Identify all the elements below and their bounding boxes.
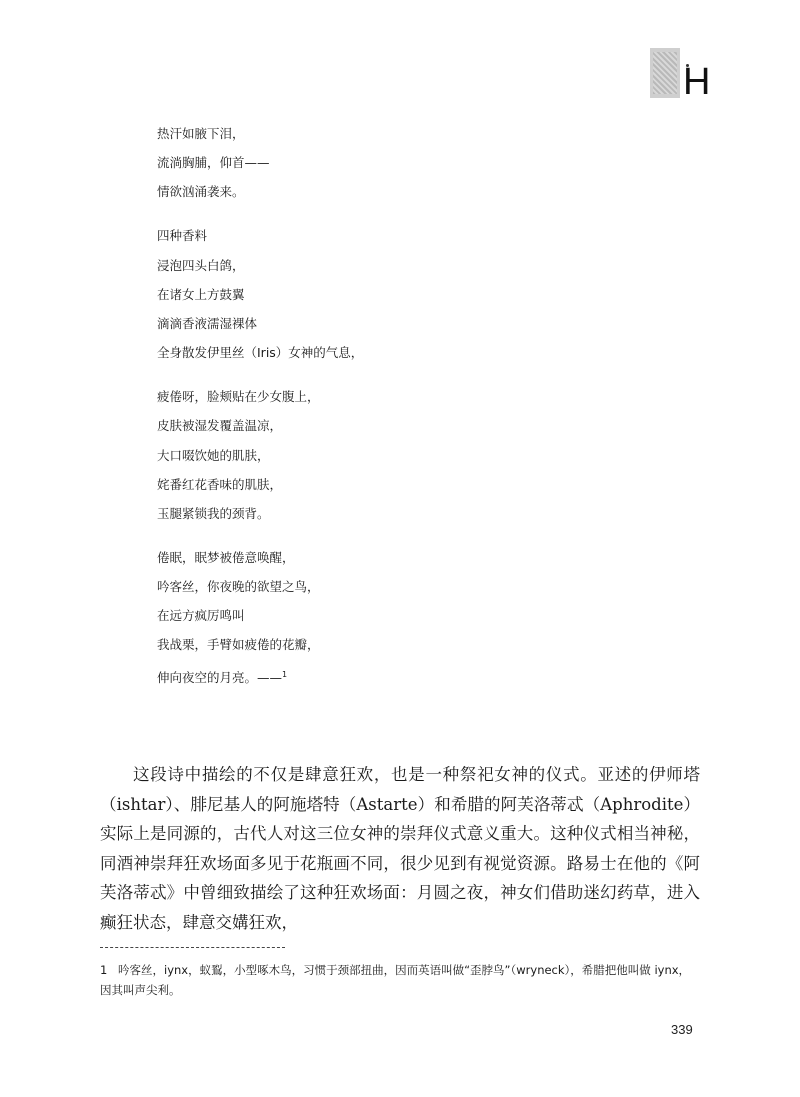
footnote-ref: 1 [282,669,288,679]
poem-line: 倦眠，眠梦被倦意唤醒， [157,549,295,565]
poem-line: 疲倦呀，脸颊贴在少女腹上， [157,389,320,405]
poem-stanza-2 [157,228,557,360]
poem-line: 我战栗，手臂如疲倦的花瓣， [157,637,320,653]
paragraph: 这段诗中描绘的不仅是肆意狂欢，也是一种祭祀女神的仪式。亚述的伊师塔（ishtar）、腓尼基人的阿施塔特（Astarte）和希腊的阿芙洛蒂忒（Aphrodite）实际上是同源的，古代人对这三位女神的崇拜仪式意义重大。这种仪式相当神秘，同酒神崇拜狂欢场面多见于花瓶画不同，很少见到有视觉资源。路易士在他的《阿芙洛蒂忒》中曾细致描绘了这种狂欢场面：月圆之夜，神女们借助迷幻药草，进入癫狂状态，肆意交媾狂欢， [100,765,700,932]
poem-line-text: 伸向夜空的月亮。—— [157,669,283,685]
poem-line: 玉腿紧锁我的颈背。 [157,505,270,521]
poem-line: 在诸女上方鼓翼 [157,286,245,302]
poem [157,126,557,711]
poem-line: 大口啜饮她的肌肤， [157,447,270,463]
poem-line: 情欲汹涌袭来。 [157,184,245,200]
poem-line: 四种香料 [157,228,208,244]
poem-stanza-3 [157,389,557,521]
poem-stanza-1 [157,126,557,199]
body-text [100,760,700,937]
footnote [100,960,700,1000]
poem-line-last [157,667,557,685]
section-tab-image [653,52,677,94]
poem-line: 全身散发伊里丝（Iris）女神的气息， [157,345,364,361]
footnote-text: 吟客丝，iynx，蚁鴷，小型啄木鸟，习惯于颈部扭曲，因而英语叫做“歪脖鸟”（wryneck），希腊把他叫做 iynx，因其叫声尖利。 [100,963,691,997]
poem-line: 热汗如腋下泪， [157,126,245,141]
poem-line: 滴滴香液濡湿裸体 [157,315,258,331]
poem-line: 流淌胸脯，仰首—— [157,155,270,171]
poem-line: 在远方疯厉鸣叫 [157,608,245,624]
footnote-number: 1 [100,963,108,977]
page-number: 339 [671,1022,693,1037]
poem-line: 浸泡四头白鸽， [157,257,245,273]
poem-stanza-4 [157,549,557,685]
section-tab [650,48,680,98]
section-letter: H [683,61,711,103]
poem-line: 皮肤被湿发覆盖温凉， [157,418,283,434]
footnote-divider [100,947,285,948]
poem-line: 姹番红花香味的肌肤， [157,476,283,492]
poem-line: 吟客丝，你夜晚的欲望之鸟， [157,579,320,595]
